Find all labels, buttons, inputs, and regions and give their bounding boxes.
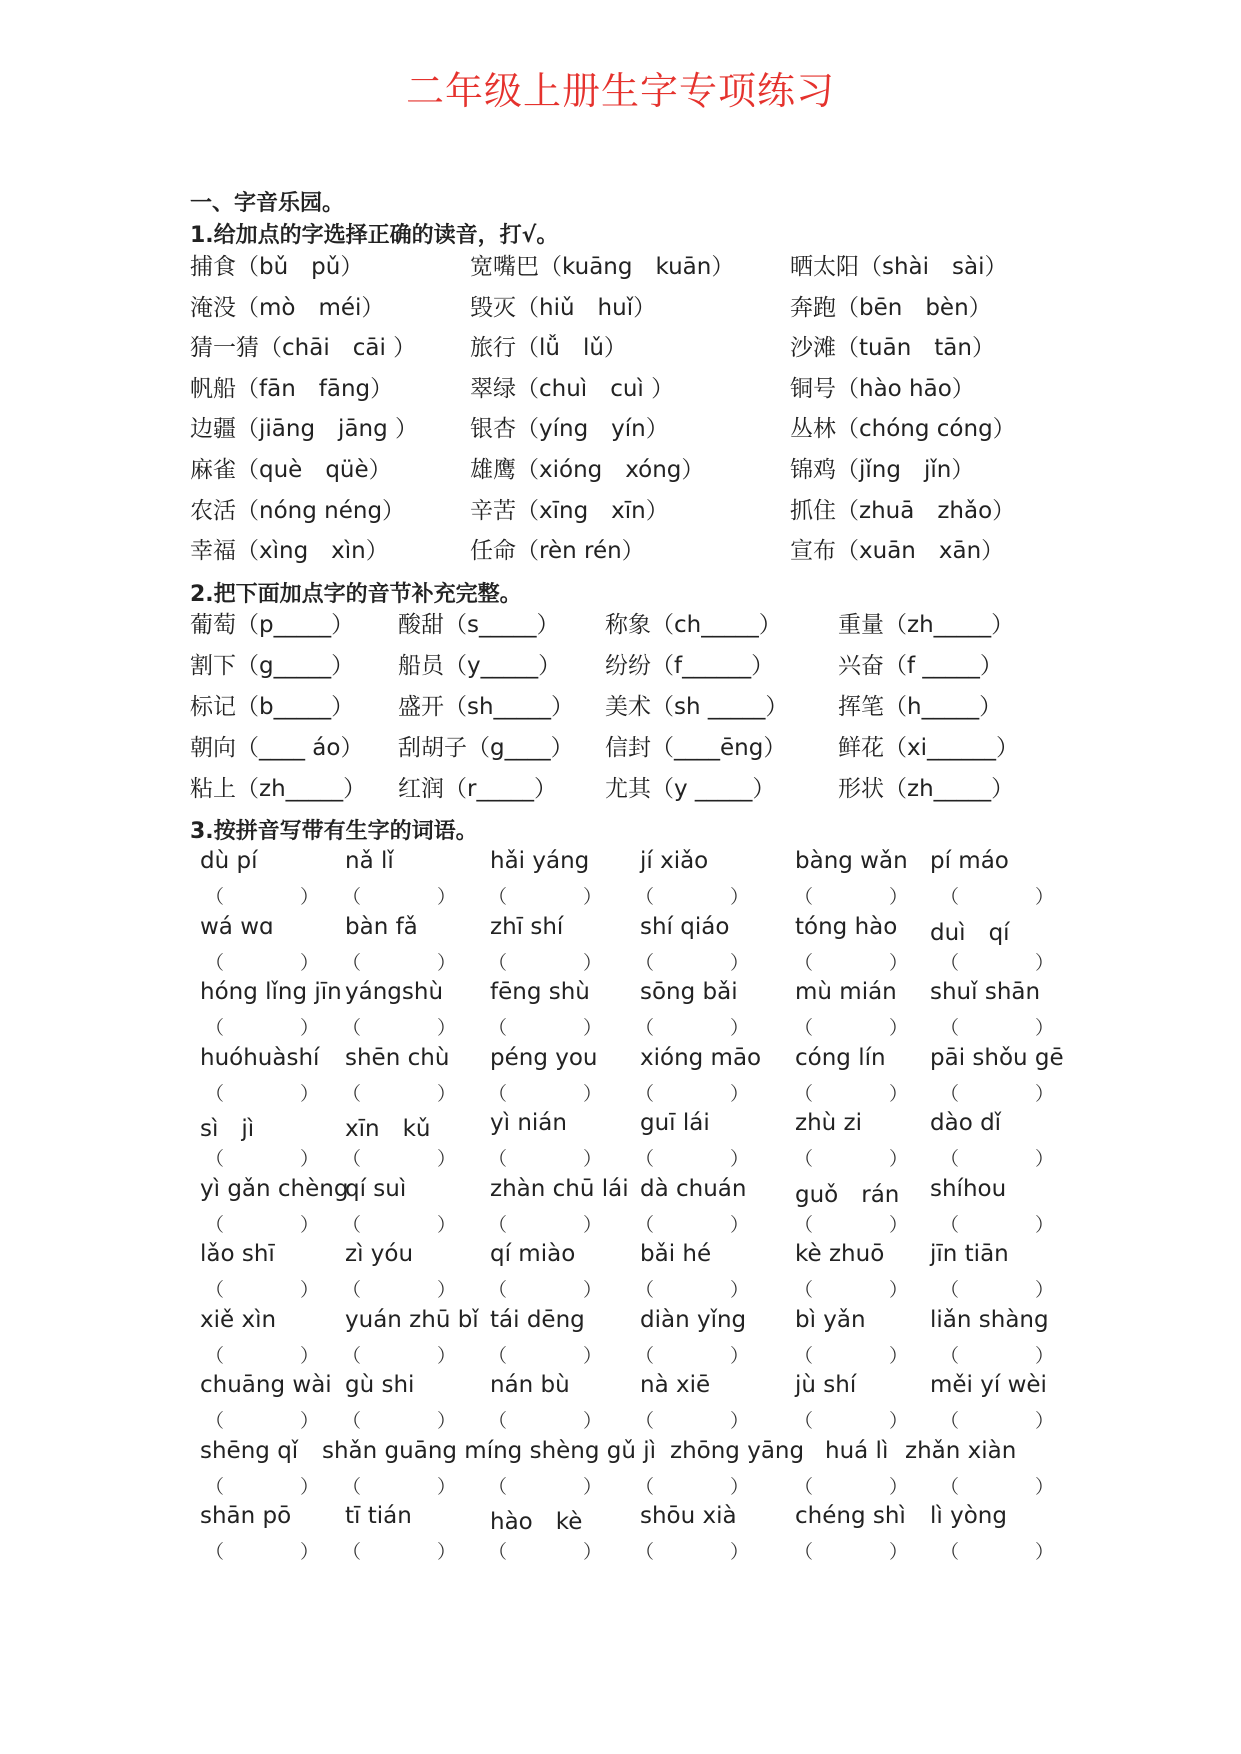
pinyin-prompt: chéng shì xyxy=(795,1503,906,1529)
choice-item[interactable]: 银杏（yíng yín） xyxy=(470,416,669,443)
answer-blank[interactable]: （ ） xyxy=(205,951,320,974)
pinyin-prompt: tái dēng xyxy=(490,1306,585,1333)
pinyin-prompt: xīn kǔ xyxy=(345,1116,431,1142)
choice-item[interactable]: 宣布（xuān xān） xyxy=(790,538,1005,565)
answer-blank[interactable]: （ ） xyxy=(342,1213,457,1236)
fill-blank-item[interactable]: 盛开（sh_____） xyxy=(398,694,575,720)
pinyin-prompt: yì gǎn chèng xyxy=(200,1175,349,1202)
pinyin-row xyxy=(0,1176,1241,1242)
fill-blank-item[interactable]: 兴奋（f _____） xyxy=(838,653,1003,679)
answer-blank[interactable]: （ ） xyxy=(635,886,750,908)
pinyin-prompt: zì yóu xyxy=(345,1241,414,1267)
choice-item[interactable]: 淹没（mò méi） xyxy=(190,294,385,321)
answer-blank[interactable]: （ ） xyxy=(205,1475,320,1498)
answer-blank[interactable]: （ ） xyxy=(205,1541,320,1563)
answer-blank[interactable]: （ ） xyxy=(635,1410,750,1432)
answer-blank[interactable]: （ ） xyxy=(794,886,909,908)
fill-blank-item[interactable]: 粘上（zh_____） xyxy=(190,776,367,802)
choice-item[interactable]: 锦鸡（jǐng jǐn） xyxy=(790,456,975,483)
choice-row xyxy=(0,532,1241,573)
pinyin-prompt: kè zhuō xyxy=(795,1241,885,1267)
choice-item[interactable]: 农活（nóng néng） xyxy=(190,497,406,524)
pinyin-prompt: měi yí wèi xyxy=(930,1372,1047,1398)
pinyin-prompt: shíhou xyxy=(930,1175,1007,1202)
choice-item[interactable]: 旅行（lǚ lǔ） xyxy=(470,335,627,362)
syllable-completion-list xyxy=(0,606,1241,811)
pinyin-prompt: shēn chù xyxy=(345,1044,450,1071)
choice-item[interactable]: 麻雀（què qüè） xyxy=(190,456,392,483)
answer-blank[interactable]: （ ） xyxy=(940,1017,1055,1039)
answer-blank[interactable]: （ ） xyxy=(940,886,1055,908)
pinyin-prompt: duì qí xyxy=(930,919,1010,946)
fill-row xyxy=(0,606,1241,647)
choice-item[interactable]: 抓住（zhuā zhǎo） xyxy=(790,497,1016,524)
section-heading: 一、字音乐园。 xyxy=(190,191,345,216)
pinyin-row xyxy=(0,1372,1241,1438)
pinyin-prompt: shōu xià xyxy=(640,1503,737,1529)
choice-row xyxy=(0,410,1241,451)
choice-item[interactable]: 边疆（jiāng jāng ） xyxy=(190,416,419,443)
answer-blank[interactable]: （ ） xyxy=(205,1213,320,1236)
fill-blank-item[interactable]: 称象（ch_____） xyxy=(605,612,782,638)
answer-blank[interactable]: （ ） xyxy=(205,1344,320,1367)
answer-blank[interactable]: （ ） xyxy=(635,1279,750,1301)
answer-blank[interactable]: （ ） xyxy=(635,1082,750,1105)
pinyin-prompt: huá lì xyxy=(825,1437,889,1464)
pinyin-prompt: hóng lǐng jīn xyxy=(200,979,342,1005)
fill-blank-item[interactable]: 纷纷（f______） xyxy=(605,653,775,679)
pinyin-prompt: wá wɑ xyxy=(200,913,274,940)
pinyin-row xyxy=(0,1503,1241,1569)
answer-blank[interactable]: （ ） xyxy=(205,1410,320,1432)
answer-blank[interactable]: （ ） xyxy=(342,1344,457,1367)
pinyin-prompt: jīn tiān xyxy=(930,1241,1009,1267)
pinyin-prompt: zhǎn xiàn xyxy=(905,1437,1017,1464)
pinyin-prompt: diàn yǐng xyxy=(640,1306,747,1333)
answer-blank[interactable]: （ ） xyxy=(342,951,457,974)
answer-blank[interactable]: （ ） xyxy=(940,1213,1055,1236)
choice-item[interactable]: 辛苦（xīng xīn） xyxy=(470,497,669,524)
fill-blank-item[interactable]: 鲜花（xi______） xyxy=(838,735,1020,761)
answer-blank[interactable]: （ ） xyxy=(794,1410,909,1432)
fill-blank-item[interactable]: 葡萄（p_____） xyxy=(190,612,355,638)
answer-blank[interactable]: （ ） xyxy=(940,1279,1055,1301)
pinyin-prompt: hǎi yáng xyxy=(490,848,590,874)
pinyin-prompt: dù pí xyxy=(200,848,258,874)
answer-blank[interactable]: （ ） xyxy=(794,1148,909,1170)
choice-item[interactable]: 幸福（xìng xìn） xyxy=(190,538,389,565)
answer-blank[interactable]: （ ） xyxy=(342,1475,457,1498)
pinyin-row xyxy=(0,1045,1241,1111)
fill-blank-item[interactable]: 割下（g_____） xyxy=(190,653,355,679)
choice-item[interactable]: 晒太阳（shài sài） xyxy=(790,254,1008,280)
pinyin-prompt: shí qiáo xyxy=(640,913,730,940)
answer-blank[interactable]: （ ） xyxy=(940,1541,1055,1563)
answer-blank[interactable]: （ ） xyxy=(794,1082,909,1105)
pinyin-prompt: nà xiē xyxy=(640,1372,711,1398)
pinyin-prompt: gù shi xyxy=(345,1372,415,1398)
pinyin-prompt: zhàn chū lái xyxy=(490,1175,629,1202)
pinyin-prompt: hào kè xyxy=(490,1509,583,1535)
fill-blank-item[interactable]: 刮胡子（g____） xyxy=(398,735,574,761)
pinyin-prompt: guǒ rán xyxy=(795,1181,900,1208)
choice-item[interactable]: 丛林（chóng cóng） xyxy=(790,416,1016,443)
pinyin-prompt: yángshù xyxy=(345,979,444,1005)
answer-blank[interactable]: （ ） xyxy=(205,886,320,908)
fill-blank-item[interactable]: 标记（b_____） xyxy=(190,694,355,720)
answer-blank[interactable]: （ ） xyxy=(488,1541,603,1563)
answer-blank[interactable]: （ ） xyxy=(635,1213,750,1236)
answer-blank[interactable]: （ ） xyxy=(635,951,750,974)
pinyin-prompt: nǎ lǐ xyxy=(345,848,394,874)
choice-item[interactable]: 帆船（fān fāng） xyxy=(190,375,394,402)
pinyin-prompt: nán bù xyxy=(490,1372,570,1398)
pinyin-prompt: qí miào xyxy=(490,1241,576,1267)
pinyin-prompt: huóhuàshí xyxy=(200,1044,320,1071)
answer-blank[interactable]: （ ） xyxy=(794,951,909,974)
fill-blank-item[interactable]: 朝向（____ áo） xyxy=(190,735,364,761)
answer-blank[interactable]: （ ） xyxy=(940,951,1055,974)
pinyin-prompt: fēng shù xyxy=(490,979,590,1005)
choice-item[interactable]: 沙滩（tuān tān） xyxy=(790,335,995,362)
pinyin-prompt: zhī shí xyxy=(490,913,564,940)
pinyin-row xyxy=(0,914,1241,980)
answer-blank[interactable]: （ ） xyxy=(488,886,603,908)
pinyin-prompt: bàn fǎ xyxy=(345,913,418,940)
answer-blank[interactable]: （ ） xyxy=(342,1082,457,1105)
choice-row xyxy=(0,370,1241,411)
pronunciation-choice-list xyxy=(0,248,1241,573)
choice-item[interactable]: 奔跑（bēn bèn） xyxy=(790,294,992,321)
choice-row xyxy=(0,451,1241,492)
answer-blank[interactable]: （ ） xyxy=(342,1541,457,1563)
answer-blank[interactable]: （ ） xyxy=(635,1475,750,1498)
answer-blank[interactable]: （ ） xyxy=(635,1541,750,1563)
pinyin-prompt: liǎn shàng xyxy=(930,1306,1049,1333)
choice-item[interactable]: 任命（rèn rén） xyxy=(470,538,645,565)
pinyin-prompt: cóng lín xyxy=(795,1044,886,1071)
answer-blank[interactable]: （ ） xyxy=(488,1017,603,1039)
answer-blank[interactable]: （ ） xyxy=(635,1017,750,1039)
fill-blank-item[interactable]: 形状（zh_____） xyxy=(838,776,1015,802)
fill-blank-item[interactable]: 红润（r_____） xyxy=(398,776,557,802)
fill-row xyxy=(0,770,1241,811)
pinyin-row xyxy=(0,1110,1241,1176)
pinyin-prompt: jí xiǎo xyxy=(640,848,709,874)
pinyin-prompt: qí suì xyxy=(345,1175,407,1202)
pinyin-prompt: lǎo shī xyxy=(200,1241,275,1267)
choice-item[interactable]: 猜一猜（chāi cāi ） xyxy=(190,335,417,362)
answer-blank[interactable]: （ ） xyxy=(794,1475,909,1498)
choice-row xyxy=(0,289,1241,330)
pinyin-prompt: lì yòng xyxy=(930,1503,1007,1529)
pinyin-prompt: bǎi hé xyxy=(640,1241,712,1267)
fill-blank-item[interactable]: 船员（y_____） xyxy=(398,653,562,679)
choice-item[interactable]: 宽嘴巴（kuāng kuān） xyxy=(470,254,735,280)
answer-blank[interactable]: （ ） xyxy=(940,1082,1055,1105)
pinyin-prompt: péng you xyxy=(490,1044,598,1071)
pinyin-row xyxy=(0,848,1241,914)
fill-row xyxy=(0,688,1241,729)
pinyin-prompt: yì nián xyxy=(490,1110,567,1136)
pinyin-prompt: tóng hào xyxy=(795,913,898,940)
pinyin-prompt: shān pō xyxy=(200,1503,292,1529)
pinyin-prompt: chuāng wài xyxy=(200,1372,332,1398)
answer-blank[interactable]: （ ） xyxy=(488,1213,603,1236)
answer-blank[interactable]: （ ） xyxy=(488,1475,603,1498)
pinyin-prompt: zhù zi xyxy=(795,1110,863,1136)
answer-blank[interactable]: （ ） xyxy=(940,1148,1055,1170)
answer-blank[interactable]: （ ） xyxy=(342,1410,457,1432)
answer-blank[interactable]: （ ） xyxy=(635,1148,750,1170)
answer-blank[interactable]: （ ） xyxy=(488,1344,603,1367)
choice-item[interactable]: 捕食（bǔ pǔ） xyxy=(190,254,364,280)
choice-item[interactable]: 毁灭（hiǔ huǐ） xyxy=(470,294,657,321)
pinyin-row xyxy=(0,1307,1241,1373)
pinyin-prompt: xióng māo xyxy=(640,1044,762,1071)
answer-blank[interactable]: （ ） xyxy=(794,1541,909,1563)
fill-blank-item[interactable]: 尤其（y _____） xyxy=(605,776,776,802)
pinyin-prompt: dà chuán xyxy=(640,1175,747,1202)
pinyin-prompt: shuǐ shān xyxy=(930,979,1041,1005)
answer-blank[interactable]: （ ） xyxy=(794,1279,909,1301)
choice-item[interactable]: 铜号（hào hāo） xyxy=(790,375,975,402)
answer-blank[interactable]: （ ） xyxy=(940,1475,1055,1498)
answer-blank[interactable]: （ ） xyxy=(205,1082,320,1105)
fill-blank-item[interactable]: 重量（zh_____） xyxy=(838,612,1015,638)
answer-blank[interactable]: （ ） xyxy=(342,1279,457,1301)
choice-item[interactable]: 翠绿（chuì cuì ） xyxy=(470,375,675,402)
pinyin-prompt: pí máo xyxy=(930,848,1009,874)
fill-row xyxy=(0,729,1241,770)
answer-blank[interactable]: （ ） xyxy=(488,1082,603,1105)
answer-blank[interactable]: （ ） xyxy=(794,1344,909,1367)
pinyin-prompt: bàng wǎn xyxy=(795,848,908,874)
choice-row xyxy=(0,492,1241,533)
answer-blank[interactable]: （ ） xyxy=(342,1017,457,1039)
choice-row xyxy=(0,248,1241,289)
pinyin-prompt: tī tián xyxy=(345,1503,412,1529)
pinyin-prompt: jù shí xyxy=(795,1372,857,1398)
answer-blank[interactable]: （ ） xyxy=(635,1344,750,1367)
choice-row xyxy=(0,329,1241,370)
pinyin-prompt: yuán zhū bǐ xyxy=(345,1306,479,1333)
answer-blank[interactable]: （ ） xyxy=(794,1213,909,1236)
pinyin-row xyxy=(0,979,1241,1045)
question-1-title: 1.给加点的字选择正确的读音，打√。 xyxy=(190,223,559,248)
pinyin-prompt: shǎn guāng míng shèng gǔ jì xyxy=(322,1437,657,1464)
fill-blank-item[interactable]: 美术（sh _____） xyxy=(605,694,789,720)
fill-blank-item[interactable]: 酸甜（s_____） xyxy=(398,612,560,638)
answer-blank[interactable]: （ ） xyxy=(342,1148,457,1170)
fill-blank-item[interactable]: 挥笔（h_____） xyxy=(838,694,1003,720)
page-title: 二年级上册生字专项练习 xyxy=(405,69,835,113)
pinyin-prompt: xiě xìn xyxy=(200,1306,277,1333)
answer-blank[interactable]: （ ） xyxy=(205,1017,320,1039)
answer-blank[interactable]: （ ） xyxy=(488,1410,603,1432)
question-3-title: 3.按拼音写带有生字的词语。 xyxy=(190,819,478,844)
pinyin-row xyxy=(0,1241,1241,1307)
pinyin-prompt: sì jì xyxy=(200,1116,255,1142)
pinyin-prompt: mù mián xyxy=(795,979,897,1005)
pinyin-prompt: shēng qǐ xyxy=(200,1437,299,1464)
pinyin-prompt: zhōng yāng xyxy=(670,1437,805,1464)
choice-item[interactable]: 雄鹰（xióng xóng） xyxy=(470,456,705,483)
pinyin-prompt: bì yǎn xyxy=(795,1306,866,1333)
pinyin-prompt: guī lái xyxy=(640,1110,710,1136)
pinyin-prompt: sōng bǎi xyxy=(640,979,738,1005)
answer-blank[interactable]: （ ） xyxy=(488,951,603,974)
question-2-title: 2.把下面加点字的音节补充完整。 xyxy=(190,582,522,607)
answer-blank[interactable]: （ ） xyxy=(940,1344,1055,1367)
answer-blank[interactable]: （ ） xyxy=(488,1148,603,1170)
pinyin-prompt: pāi shǒu gē xyxy=(930,1044,1064,1071)
answer-blank[interactable]: （ ） xyxy=(940,1410,1055,1432)
pinyin-row xyxy=(0,1438,1241,1504)
answer-blank[interactable]: （ ） xyxy=(794,1017,909,1039)
answer-blank[interactable]: （ ） xyxy=(205,1148,320,1170)
fill-blank-item[interactable]: 信封（____ēng） xyxy=(605,735,787,761)
pinyin-word-writing-list xyxy=(0,848,1241,1569)
pinyin-prompt: dào dǐ xyxy=(930,1110,1002,1136)
answer-blank[interactable]: （ ） xyxy=(205,1279,320,1301)
answer-blank[interactable]: （ ） xyxy=(488,1279,603,1301)
fill-row xyxy=(0,647,1241,688)
answer-blank[interactable]: （ ） xyxy=(342,886,457,908)
